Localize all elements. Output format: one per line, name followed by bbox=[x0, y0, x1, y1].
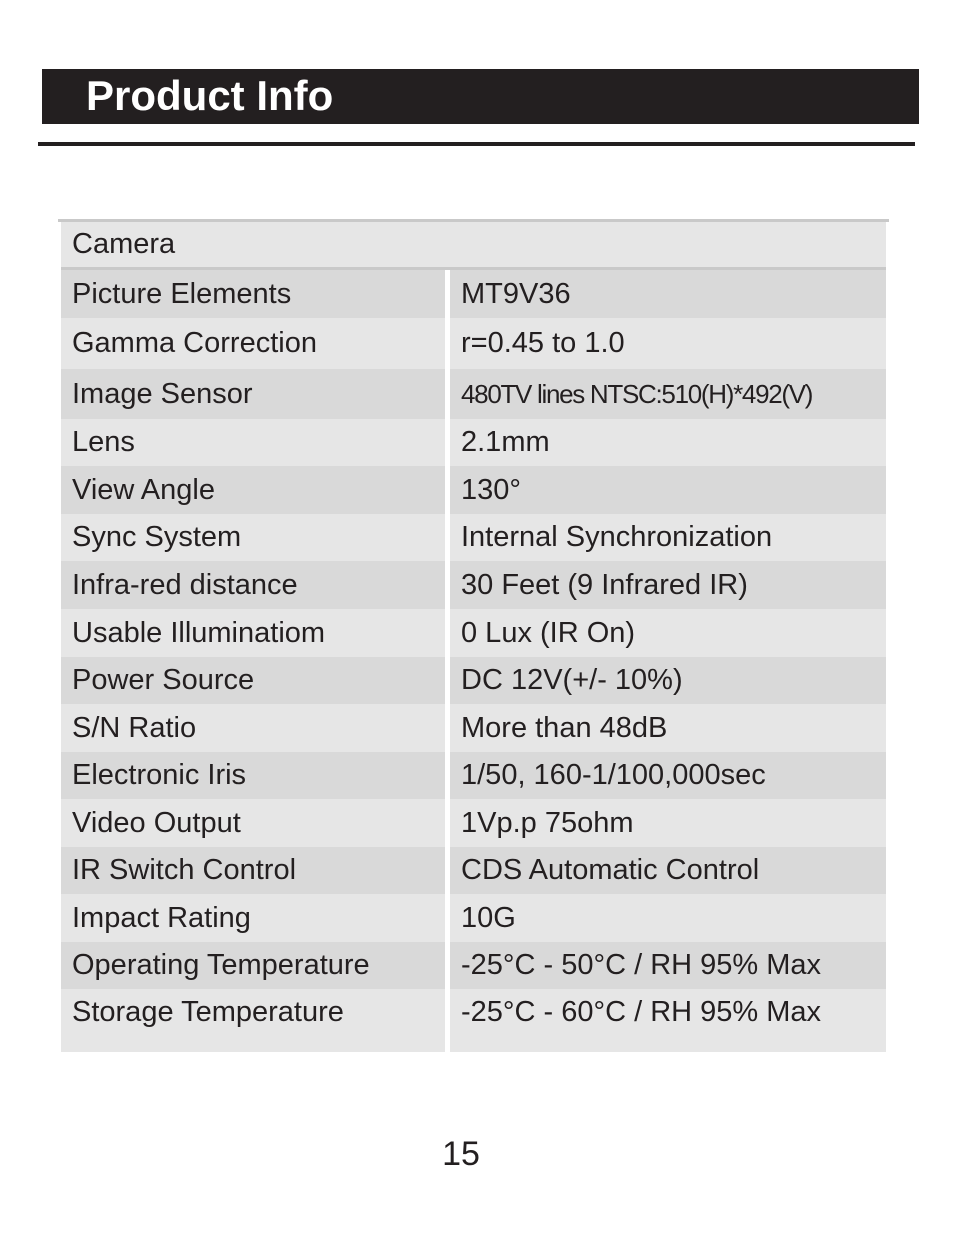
spec-label: Operating Temperature bbox=[61, 942, 445, 989]
spec-label: Image Sensor bbox=[61, 369, 445, 419]
spec-value: DC 12V(+/- 10%) bbox=[450, 657, 886, 704]
spec-value: MT9V36 bbox=[450, 270, 886, 318]
table-row bbox=[61, 369, 886, 419]
spec-label: Storage Temperature bbox=[61, 989, 445, 1052]
header-rule bbox=[38, 142, 915, 146]
spec-label: Lens bbox=[61, 419, 445, 466]
spec-value: -25°C - 60°C / RH 95% Max bbox=[450, 989, 886, 1052]
table-row bbox=[61, 942, 886, 989]
spec-value: 480TV lines NTSC:510(H)*492(V) bbox=[450, 369, 886, 419]
table-row bbox=[61, 514, 886, 561]
spec-label: Sync System bbox=[61, 514, 445, 561]
table-row bbox=[61, 466, 886, 514]
table-row bbox=[61, 419, 886, 466]
spec-value: CDS Automatic Control bbox=[450, 847, 886, 894]
page-title: Product Info bbox=[86, 72, 334, 119]
spec-label: Electronic Iris bbox=[61, 752, 445, 799]
table-row bbox=[61, 270, 886, 318]
spec-label: Video Output bbox=[61, 799, 445, 847]
table-row bbox=[61, 894, 886, 942]
spec-label: S/N Ratio bbox=[61, 704, 445, 752]
table-row bbox=[61, 561, 886, 609]
table-row bbox=[61, 799, 886, 847]
table-row bbox=[61, 989, 886, 1052]
spec-label: IR Switch Control bbox=[61, 847, 445, 894]
spec-value: 2.1mm bbox=[450, 419, 886, 466]
spec-value: 0 Lux (IR On) bbox=[450, 609, 886, 657]
spec-value: -25°C - 50°C / RH 95% Max bbox=[450, 942, 886, 989]
table-row bbox=[61, 847, 886, 894]
spec-value: 130° bbox=[450, 466, 886, 514]
spec-value: Internal Synchronization bbox=[450, 514, 886, 561]
section-title: Camera bbox=[72, 228, 176, 260]
spec-label: Usable Illuminatiom bbox=[61, 609, 445, 657]
table-row bbox=[61, 704, 886, 752]
spec-value: 1/50, 160-1/100,000sec bbox=[450, 752, 886, 799]
table-row bbox=[61, 752, 886, 799]
spec-table bbox=[58, 219, 889, 1052]
spec-label: Gamma Correction bbox=[61, 318, 445, 369]
table-row bbox=[61, 318, 886, 369]
spec-value: 10G bbox=[450, 894, 886, 942]
spec-value: More than 48dB bbox=[450, 704, 886, 752]
spec-label: View Angle bbox=[61, 466, 445, 514]
table-row bbox=[61, 657, 886, 704]
spec-label: Power Source bbox=[61, 657, 445, 704]
table-section-header bbox=[61, 222, 886, 270]
spec-value: 30 Feet (9 Infrared IR) bbox=[450, 561, 886, 609]
spec-label: Picture Elements bbox=[61, 270, 445, 318]
spec-value: 1Vp.p 75ohm bbox=[450, 799, 886, 847]
table-row bbox=[61, 609, 886, 657]
spec-label: Impact Rating bbox=[61, 894, 445, 942]
page-number: 15 bbox=[442, 1135, 480, 1173]
spec-value: r=0.45 to 1.0 bbox=[450, 318, 886, 369]
spec-label: Infra-red distance bbox=[61, 561, 445, 609]
title-bar bbox=[42, 69, 919, 124]
